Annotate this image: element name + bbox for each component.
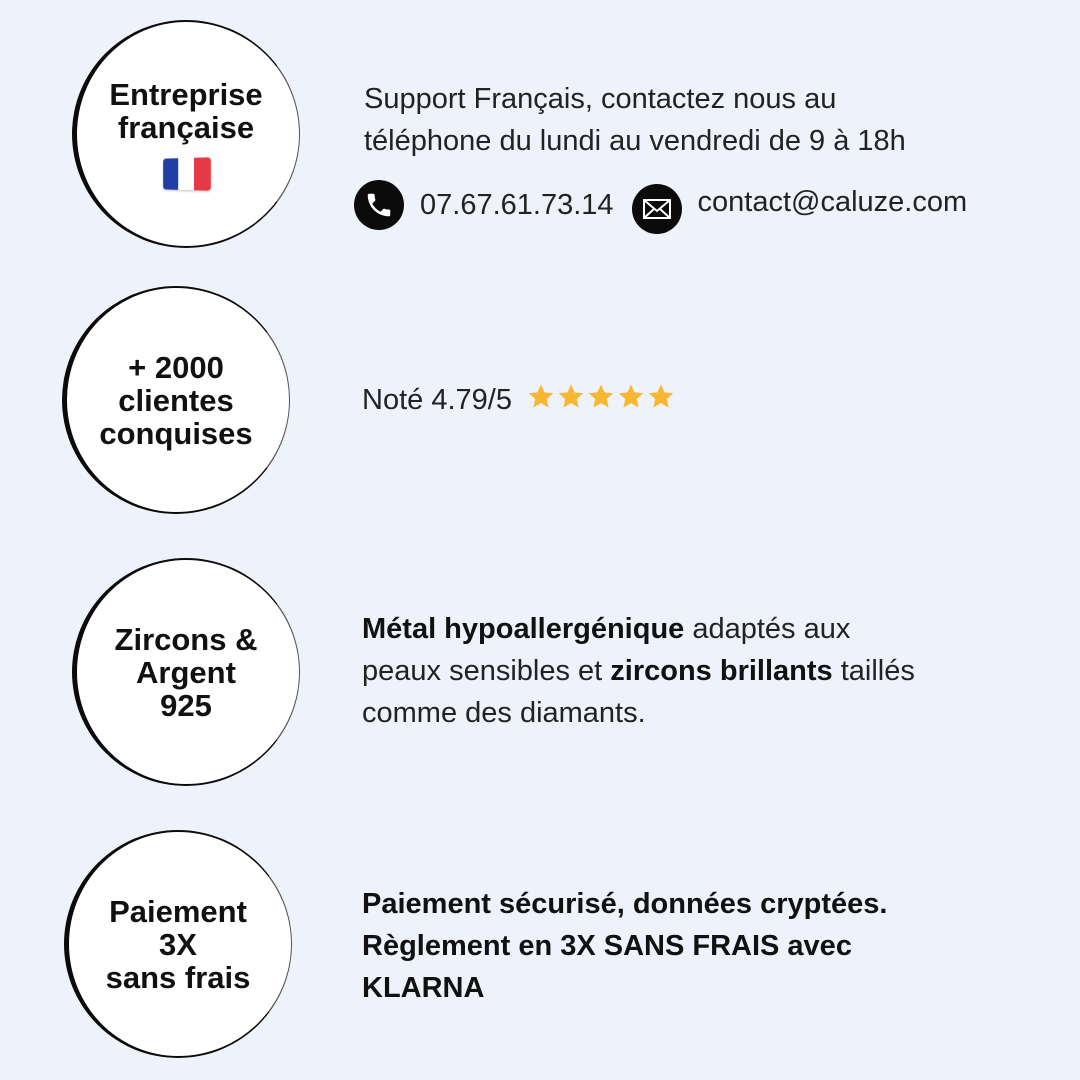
badge-customers (62, 286, 290, 514)
phone-number[interactable]: 07.67.61.73.14 (420, 189, 614, 221)
rating-text: Noté 4.79/5 (362, 384, 512, 416)
support-line-2: téléphone du lundi au vendredi de 9 à 18h (364, 125, 906, 157)
materials-bold-1: Métal hypoallergénique (362, 613, 685, 645)
badge-title: + 2000 clientes conquises (99, 349, 253, 451)
payment-line-3: KLARNA (362, 972, 485, 1004)
payment-text (362, 883, 887, 1009)
contact-line (354, 176, 985, 234)
badge-title: Entreprise française (109, 77, 263, 145)
badge-title: Zircons & Argent 925 (114, 621, 258, 723)
badge-french-company (72, 20, 300, 248)
france-flag-icon (163, 157, 211, 190)
rating-stars (526, 382, 676, 412)
materials-bold-2: zircons brillants (610, 655, 833, 687)
phone-icon[interactable] (354, 180, 404, 230)
materials-text-1: adaptés aux (684, 613, 851, 645)
star-icon (646, 382, 676, 412)
rating-block (362, 379, 676, 421)
materials-text (362, 608, 915, 734)
badge-payment (64, 830, 292, 1058)
materials-text-2: peaux sensibles et (362, 655, 611, 687)
star-icon (526, 382, 556, 412)
email-address[interactable]: contact@caluze.com (697, 186, 968, 218)
star-icon (556, 382, 586, 412)
payment-line-1: Paiement sécurisé, données cryptées. (362, 888, 888, 920)
materials-text-3: taillés (832, 655, 915, 687)
star-icon (586, 382, 616, 412)
flag-white (178, 158, 194, 190)
payment-line-2: Règlement en 3X SANS FRAIS avec (362, 930, 852, 962)
star-icon (616, 382, 646, 412)
support-line-1: Support Français, contactez nous au (364, 83, 837, 115)
materials-line-1 (362, 608, 915, 650)
badge-materials (72, 558, 300, 786)
materials-line-3: comme des diamants. (362, 697, 646, 729)
materials-line-2 (362, 650, 915, 692)
support-text (364, 78, 985, 234)
badge-title: Paiement 3X sans frais (105, 893, 251, 995)
envelope-icon[interactable] (632, 184, 682, 234)
flag-red (194, 157, 211, 190)
flag-blue (163, 158, 178, 190)
